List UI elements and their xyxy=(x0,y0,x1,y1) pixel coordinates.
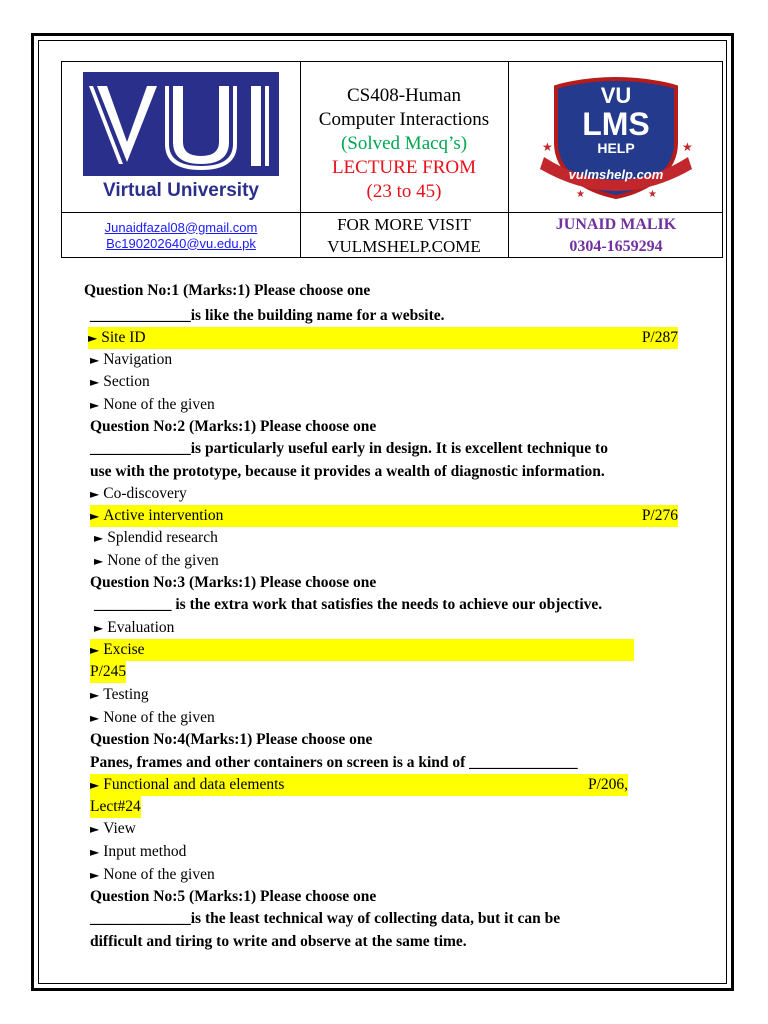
lecture-label: LECTURE FROM xyxy=(331,157,477,178)
author-name: JUNAID MALIK xyxy=(555,215,677,233)
right-pointer-icon: ► xyxy=(90,398,100,412)
question-3-option[interactable]: ► Evaluation xyxy=(94,619,175,636)
lms-shield-icon xyxy=(526,73,706,201)
right-pointer-icon: ► xyxy=(90,509,100,523)
author-phone: 0304-1659294 xyxy=(569,237,663,255)
right-pointer-icon: ► xyxy=(88,331,98,345)
course-title-block xyxy=(300,62,508,212)
svg-text:★: ★ xyxy=(682,140,693,154)
question-4-option[interactable]: ► View xyxy=(90,820,136,837)
right-pointer-icon: ► xyxy=(90,375,100,389)
question-1-stem: _____________is like the building name for a website. xyxy=(90,307,445,324)
question-2-stem-2: use with the prototype, because it provides a wealth of diagnostic information. xyxy=(90,463,605,480)
question-2-option[interactable]: ► Splendid research xyxy=(94,529,218,546)
more-visit-block xyxy=(300,212,508,259)
vulms-help-logo xyxy=(508,62,724,212)
svg-text:VU: VU xyxy=(600,83,632,108)
question-3-option[interactable]: ► Testing xyxy=(90,686,149,703)
email-link-1[interactable]: Junaidfazal08@gmail.com xyxy=(104,219,258,235)
svg-text:HELP: HELP xyxy=(597,140,635,156)
solved-label: (Solved Macq’s) xyxy=(340,133,468,154)
question-4-option[interactable]: ► Input method xyxy=(90,843,187,860)
question-1-option-correct[interactable]: ► Site ID P/287 xyxy=(88,327,678,349)
course-title-2: Computer Interactions xyxy=(318,109,490,130)
question-5-heading: Question No:5 (Marks:1) Please choose one xyxy=(90,888,377,905)
right-pointer-icon: ► xyxy=(90,711,100,725)
question-4-answer-ref-cont: Lect#24 xyxy=(90,796,141,818)
right-pointer-icon: ► xyxy=(90,845,100,859)
right-pointer-icon: ► xyxy=(94,554,104,568)
question-4-option[interactable]: ► None of the given xyxy=(90,866,215,883)
question-4-stem: Panes, frames and other containers on screen is a kind of ______________ xyxy=(90,754,578,771)
more-visit-2: VULMSHELP.COME xyxy=(327,236,481,256)
question-5-stem-2: difficult and tiring to write and observe at the same time. xyxy=(90,933,467,950)
question-2-option-correct[interactable]: ► Active intervention P/276 xyxy=(90,505,678,527)
question-3-heading: Question No:3 (Marks:1) Please choose one xyxy=(90,574,377,591)
right-pointer-icon: ► xyxy=(90,688,100,702)
right-pointer-icon: ► xyxy=(90,487,100,501)
svg-text:★: ★ xyxy=(542,140,553,154)
svg-text:★: ★ xyxy=(576,189,585,200)
question-1-option[interactable]: ► Section xyxy=(90,373,150,390)
question-2-option[interactable]: ► Co-discovery xyxy=(90,485,187,502)
right-pointer-icon: ► xyxy=(90,353,100,367)
question-1-answer-ref: P/287 xyxy=(641,329,678,346)
right-pointer-icon: ► xyxy=(90,643,100,657)
question-5-stem-1: _____________is the least technical way of collecting data, but it can be xyxy=(90,910,561,927)
question-3-stem: __________ is the extra work that satisfies the needs to achieve our objective. xyxy=(94,596,603,613)
lecture-range: (23 to 45) xyxy=(366,181,442,202)
svg-text:★: ★ xyxy=(648,189,657,200)
question-3-option[interactable]: ► None of the given xyxy=(90,709,215,726)
svg-text:vulmshelp.com: vulmshelp.com xyxy=(568,167,664,182)
question-2-stem-1: _____________is particularly useful early in design. It is excellent technique to xyxy=(90,440,608,457)
contact-emails xyxy=(62,212,300,259)
question-2-option[interactable]: ► None of the given xyxy=(94,552,219,569)
course-title-1: CS408-Human xyxy=(347,85,461,106)
question-3-option-correct[interactable]: ► Excise xyxy=(90,639,634,661)
header-table xyxy=(61,61,723,258)
question-1-option[interactable]: ► None of the given xyxy=(90,396,215,413)
question-4-answer-ref: P/206, xyxy=(587,776,628,793)
question-4-heading: Question No:4(Marks:1) Please choose one xyxy=(90,731,373,748)
vu-logo xyxy=(62,62,300,212)
question-1-option[interactable]: ► Navigation xyxy=(90,351,173,368)
right-pointer-icon: ► xyxy=(94,621,104,635)
vu-logo-icon xyxy=(83,72,279,202)
svg-text:Virtual University: Virtual University xyxy=(103,180,259,201)
question-2-answer-ref: P/276 xyxy=(641,507,678,524)
right-pointer-icon: ► xyxy=(90,868,100,882)
question-1-heading: Question No:1 (Marks:1) Please choose one xyxy=(84,282,371,299)
right-pointer-icon: ► xyxy=(94,531,104,545)
svg-text:LMS: LMS xyxy=(582,106,650,142)
more-visit-1: FOR MORE VISIT xyxy=(337,214,471,234)
question-2-heading: Question No:2 (Marks:1) Please choose one xyxy=(90,418,377,435)
question-4-option-correct[interactable]: ► Functional and data elements P/206, xyxy=(90,774,628,796)
author-block xyxy=(508,212,724,259)
email-link-2[interactable]: Bc190202640@vu.edu.pk xyxy=(106,235,256,251)
right-pointer-icon: ► xyxy=(90,822,100,836)
question-3-answer-ref: P/245 xyxy=(90,661,126,683)
right-pointer-icon: ► xyxy=(90,778,100,792)
